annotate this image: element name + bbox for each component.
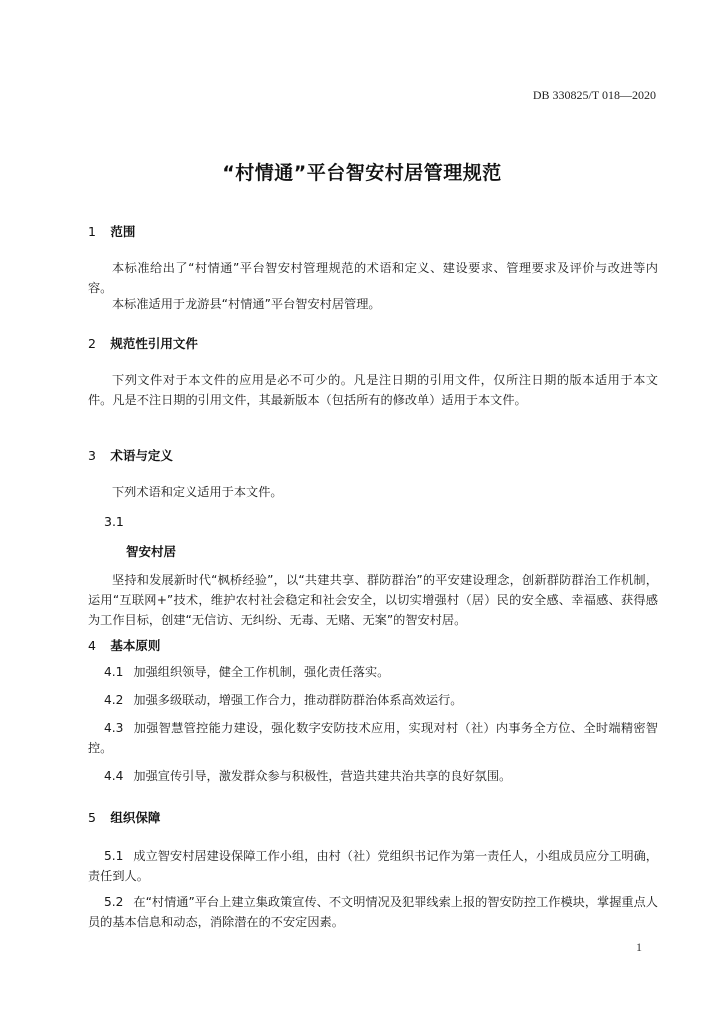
section-3-title: 术语与定义 xyxy=(110,448,173,463)
document-code: DB 330825/T 018—2020 xyxy=(532,88,656,102)
clause-5-1-text: 成立智安村居建设保障工作小组，由村（社）党组织书记作为第一责任人，小组成员应分工明确，责任到人。 xyxy=(88,849,658,883)
section-2-title: 规范性引用文件 xyxy=(110,336,198,351)
section-2-heading xyxy=(88,334,198,352)
section-1-paragraph-1: 本标准给出了“村情通”平台智安村管理规范的术语和定义、建设要求、管理要求及评价与改进等内容。 xyxy=(88,261,658,295)
page-number: 1 xyxy=(636,940,642,954)
clause-4-3-number: 4.3 xyxy=(104,721,124,735)
section-1-paragraph-2: 本标准适用于龙游县“村情通”平台智安村居管理。 xyxy=(112,297,381,311)
section-4-number: 4 xyxy=(88,638,96,653)
clause-5-1 xyxy=(88,846,658,886)
section-3-heading xyxy=(88,446,173,464)
clause-4-3 xyxy=(88,718,658,758)
clause-4-4 xyxy=(88,766,658,786)
section-3-paragraph-1: 下列术语和定义适用于本文件。 xyxy=(112,485,283,499)
section-5-number: 5 xyxy=(88,810,96,825)
clause-4-1-text: 加强组织领导，健全工作机制，强化责任落实。 xyxy=(133,665,390,679)
term-name: 智安村居 xyxy=(126,544,177,559)
section-4-heading xyxy=(88,636,160,654)
clause-5-2 xyxy=(88,892,658,932)
subsection-3-1-number: 3.1 xyxy=(104,514,124,529)
clause-5-1-number: 5.1 xyxy=(104,849,124,863)
section-1-heading xyxy=(88,222,135,240)
section-1-number: 1 xyxy=(88,224,96,239)
section-5-title: 组织保障 xyxy=(110,810,161,825)
clause-4-3-text: 加强智慧管控能力建设，强化数字安防技术应用，实现对村（社）内事务全方位、全时端精密智控。 xyxy=(88,721,658,755)
section-2-number: 2 xyxy=(88,336,96,351)
clause-5-2-number: 5.2 xyxy=(104,895,124,909)
clause-4-4-text: 加强宣传引导，激发群众参与积极性，营造共建共治共享的良好氛围。 xyxy=(133,769,512,783)
clause-4-2-text: 加强多级联动，增强工作合力，推动群防群治体系高效运行。 xyxy=(133,693,463,707)
section-5-heading xyxy=(88,808,160,826)
document-title: “村情通”平台智安村居管理规范 xyxy=(222,162,502,184)
clause-4-1-number: 4.1 xyxy=(104,665,124,679)
term-definition: 坚持和发展新时代“枫桥经验”，以“共建共享、群防群治”的平安建设理念，创新群防群治工作机制，运用“互联网+”技术，维护农村社会稳定和社会安全，以切实增强村（居）民的安全感、幸福感、获得感为工作目标，创建“无信访、无纠纷、无毒、无赌、无案”的智安村居。 xyxy=(88,573,658,627)
section-3-number: 3 xyxy=(88,448,96,463)
section-1-title: 范围 xyxy=(110,224,136,239)
clause-4-4-number: 4.4 xyxy=(104,769,124,783)
section-2-paragraph-1: 下列文件对于本文件的应用是必不可少的。凡是注日期的引用文件，仅所注日期的版本适用于本文件。凡是不注日期的引用文件，其最新版本（包括所有的修改单）适用于本文件。 xyxy=(88,373,658,407)
clause-4-1 xyxy=(88,662,658,682)
clause-5-2-text: 在“村情通”平台上建立集政策宣传、不文明情况及犯罪线索上报的智安防控工作模块，掌握重点人员的基本信息和动态，消除潜在的不安定因素。 xyxy=(88,895,658,929)
section-4-title: 基本原则 xyxy=(110,638,161,653)
clause-4-2 xyxy=(88,690,658,710)
clause-4-2-number: 4.2 xyxy=(104,693,124,707)
